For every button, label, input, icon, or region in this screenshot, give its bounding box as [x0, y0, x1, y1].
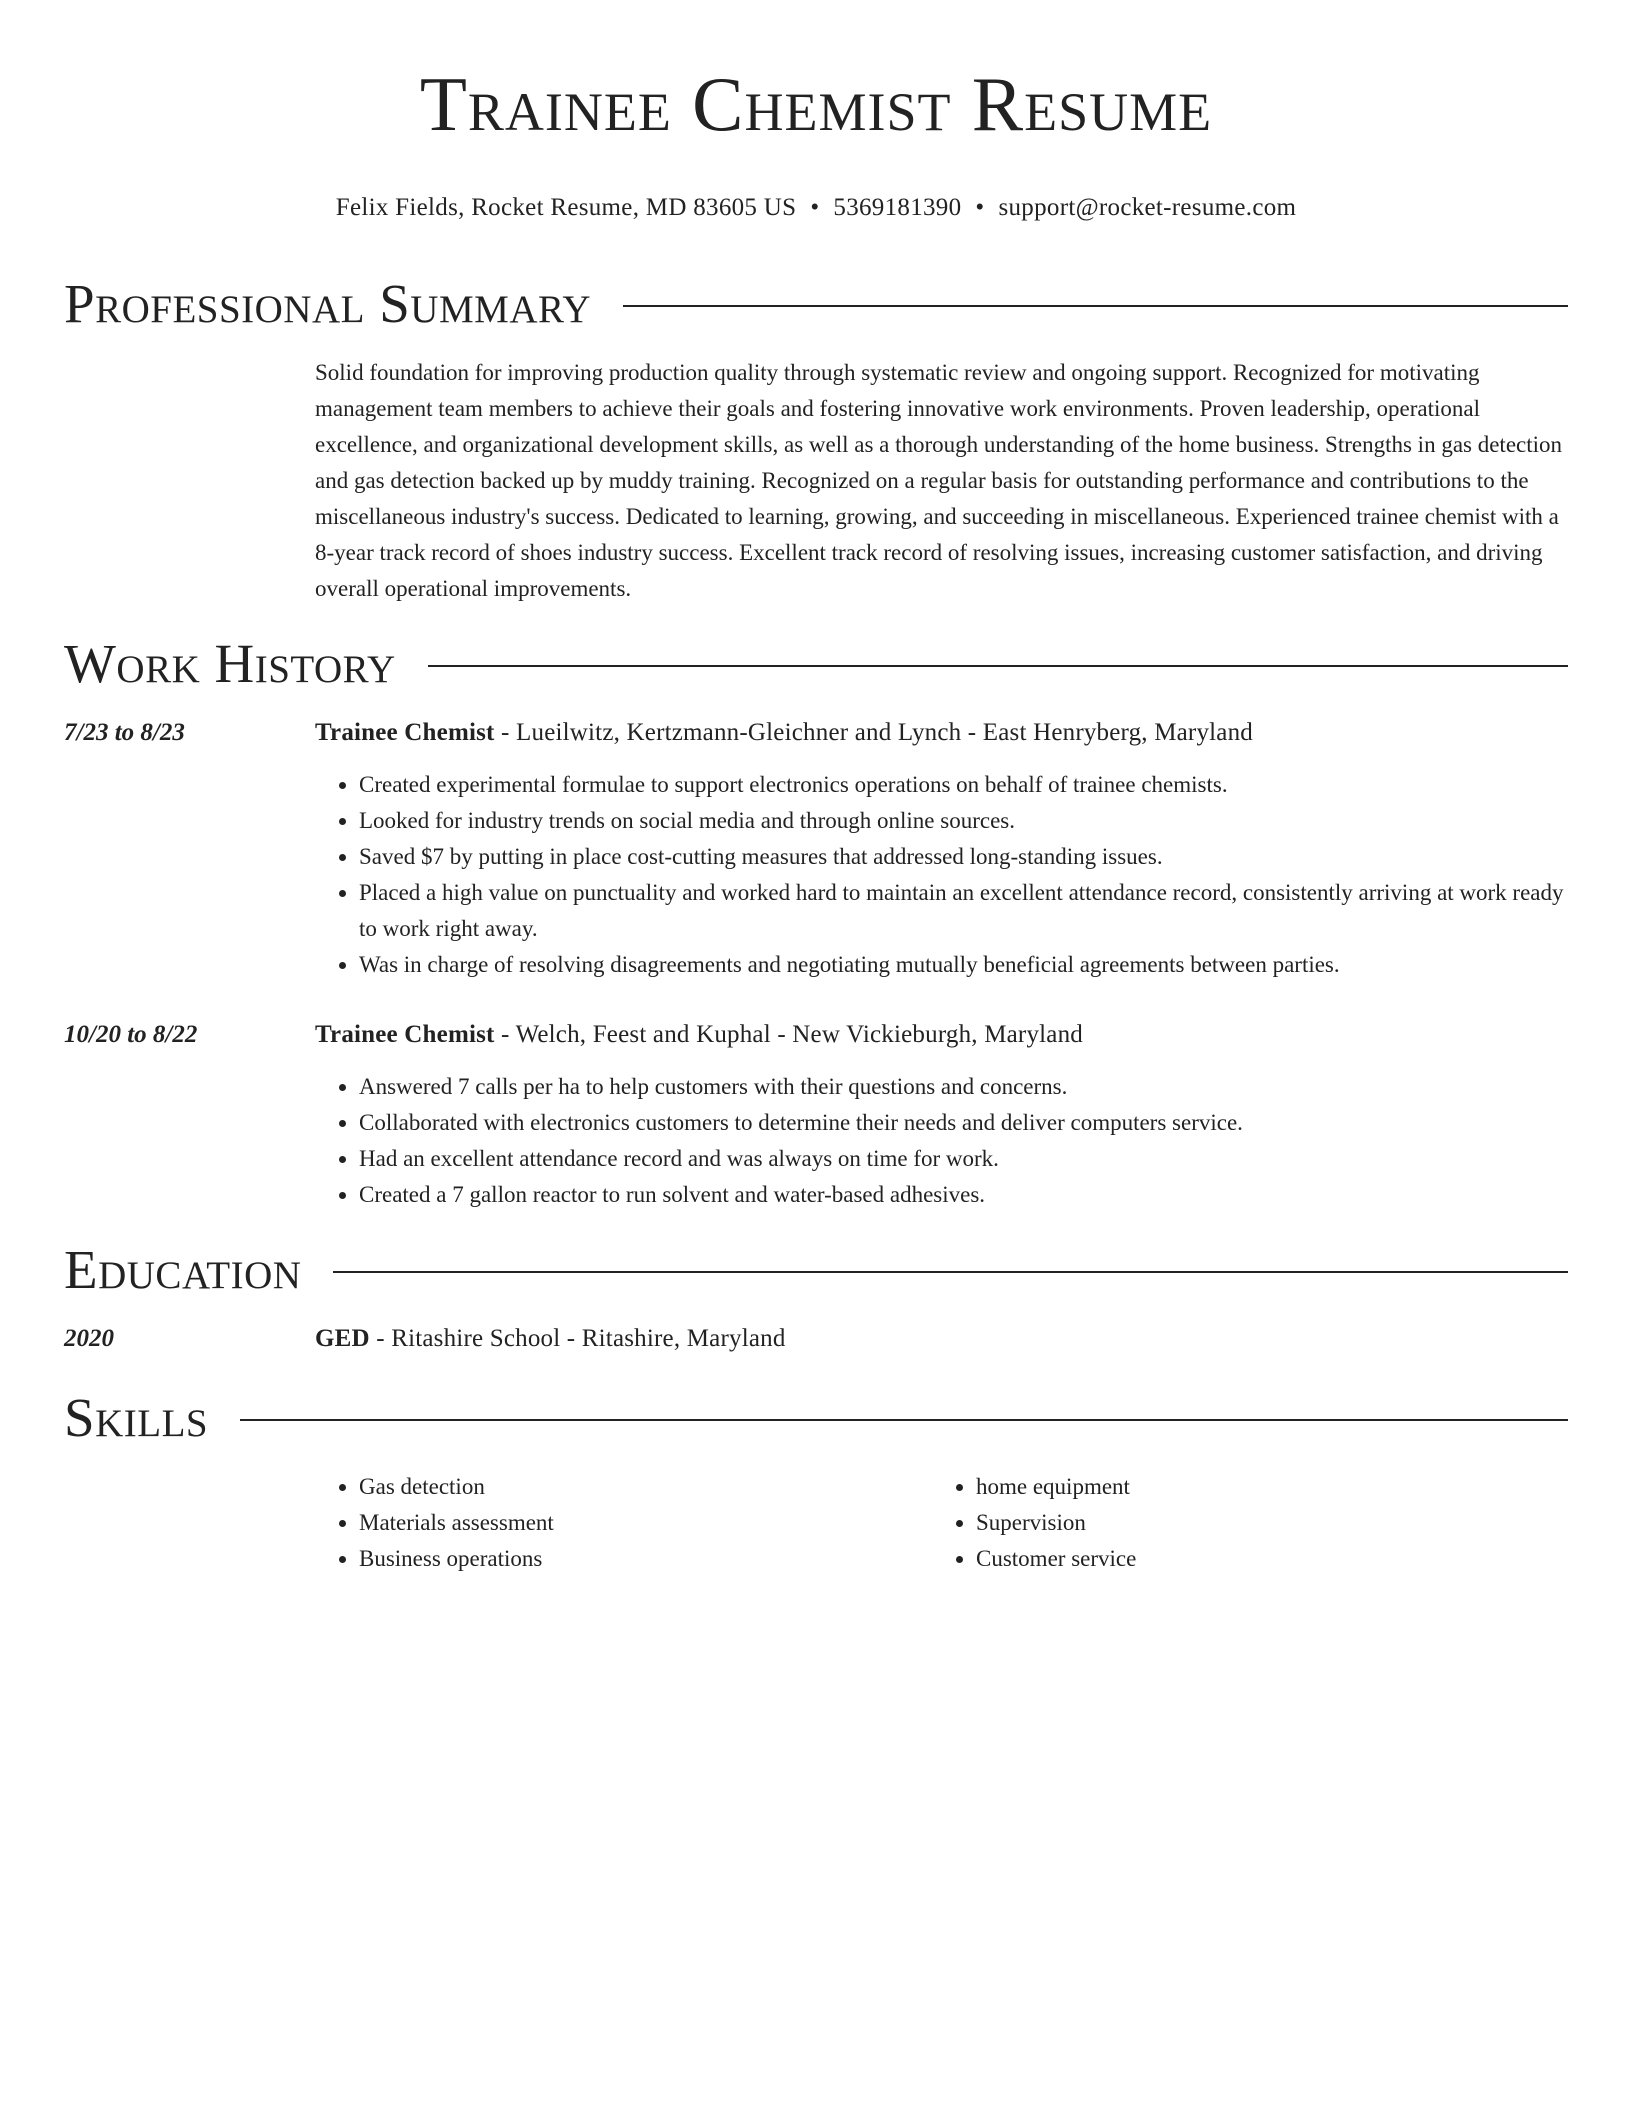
section-divider: [623, 305, 1568, 307]
education-line: [315, 1321, 1568, 1357]
page-title: Trainee Chemist Resume: [419, 61, 1213, 147]
skill-item: • Materials assessment: [359, 1505, 932, 1541]
job-employer: - Lueilwitz, Kertzmann-Gleichner and Lynch - East Henryberg, Maryland: [494, 719, 1254, 746]
skills-column-right: [932, 1469, 1549, 1577]
skills-column-left: [315, 1469, 932, 1577]
skills-heading: Skills: [64, 1387, 209, 1448]
job-employer: - Welch, Feest and Kuphal - New Vickieburgh, Maryland: [494, 1021, 1083, 1048]
section-divider: [428, 665, 1568, 667]
contact-separator: •: [810, 194, 820, 221]
education-school: - Ritashire School - Ritashire, Maryland: [369, 1325, 786, 1352]
education-heading: Education: [64, 1239, 302, 1300]
contact-phone: 5369181390: [833, 194, 962, 221]
list-item: • Created a 7 gallon reactor to run solvent and water-based adhesives.: [359, 1177, 1568, 1213]
contact-line: [64, 193, 1568, 223]
skills-list: [315, 1469, 1568, 1577]
skills-section-header: [64, 1385, 1568, 1451]
job-duties: [315, 767, 1568, 983]
contact-email: support@rocket-resume.com: [998, 194, 1297, 221]
job-entry: [64, 715, 1568, 983]
list-item: • Saved $7 by putting in place cost-cutting measures that addressed long-standing issues.: [359, 839, 1568, 875]
work-section-header: [64, 631, 1568, 697]
list-item: • Looked for industry trends on social media and through online sources.: [359, 803, 1568, 839]
summary-section-header: [64, 271, 1568, 337]
contact-address: Felix Fields, Rocket Resume, MD 83605 US: [335, 194, 797, 221]
section-divider: [240, 1419, 1568, 1421]
work-heading: Work History: [64, 633, 396, 694]
job-entry: [64, 1017, 1568, 1213]
job-duties: [315, 1069, 1568, 1213]
skill-item: • Customer service: [976, 1541, 1549, 1577]
skill-item: • home equipment: [976, 1469, 1549, 1505]
summary-text: Solid foundation for improving production quality through systematic review and ongoing support. Recognized for motivating management team members to achieve their goals and fostering innovative work environments. Proven leadership, operational excellence, and organizational development skills, as well as a thorough understanding of the home business. Strengths in gas detection and gas detection backed up by muddy training. Recognized on a regular basis for outstanding performance and contributions to the miscellaneous industry's success. Dedicated to learning, growing, and succeeding in miscellaneous. Experienced trainee chemist with a 8-year track record of shoes industry success. Excellent track record of resolving issues, increasing customer satisfaction, and driving overall operational improvements.: [315, 360, 1563, 601]
job-heading: [315, 715, 1568, 751]
skill-item: • Business operations: [359, 1541, 932, 1577]
skill-item: • Gas detection: [359, 1469, 932, 1505]
list-item: • Placed a high value on punctuality and worked hard to maintain an excellent attendance record, consistently arriving at work ready to work right away.: [359, 875, 1568, 947]
list-item: • Collaborated with electronics customers to determine their needs and deliver computers service.: [359, 1105, 1568, 1141]
list-item: • Had an excellent attendance record and was always on time for work.: [359, 1141, 1568, 1177]
education-degree: GED: [315, 1325, 370, 1352]
list-item: • Created experimental formulae to support electronics operations on behalf of trainee chemists.: [359, 767, 1568, 803]
summary-heading: Professional Summary: [64, 273, 592, 334]
job-title: Trainee Chemist: [315, 719, 495, 746]
job-dates: 7/23 to 8/23: [64, 719, 185, 746]
education-section-header: [64, 1237, 1568, 1303]
list-item: • Answered 7 calls per ha to help customers with their questions and concerns.: [359, 1069, 1568, 1105]
section-divider: [333, 1271, 1568, 1273]
education-entry: [64, 1321, 1568, 1357]
skill-item: • Supervision: [976, 1505, 1549, 1541]
job-heading: [315, 1017, 1568, 1053]
job-title: Trainee Chemist: [315, 1021, 495, 1048]
job-dates: 10/20 to 8/22: [64, 1021, 198, 1048]
list-item: • Was in charge of resolving disagreements and negotiating mutually beneficial agreements between parties.: [359, 947, 1568, 983]
contact-separator: •: [975, 194, 985, 221]
education-year: 2020: [64, 1325, 114, 1352]
